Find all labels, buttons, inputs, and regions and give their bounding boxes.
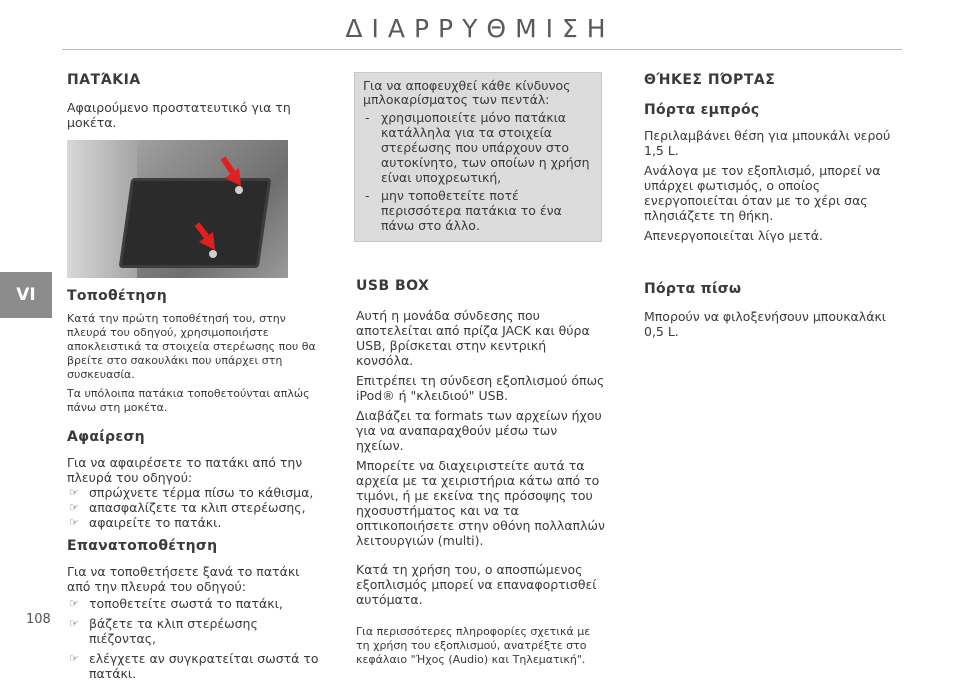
placement-text-1: Κατά την πρώτη τοποθέτησή του, στην πλευρά του οδηγού, χρησιμοποιήστε αποκλειστικά τα στοιχεία στερέωσης που θα βρείτε στο σακουλάκι που υπάρχει στη συσκευασία. (67, 312, 316, 381)
removal-heading: Αφαίρεση (67, 429, 145, 445)
arrow-icon (223, 158, 241, 186)
placement-text-2: Τα υπόλοιπα πατάκια τοποθετούνται απλώς πάνω στη μοκέτα. (67, 387, 310, 414)
list-item: ☞ βάζετε τα κλιπ στερέωσης πιέζοντας, (69, 616, 258, 646)
warning-list (363, 110, 593, 233)
list-item: ☞ ελέγχετε αν συγκρατείται σωστά το πατάκι. (69, 651, 319, 681)
usb-paragraph-6: Για περισσότερες πληροφορίες σχετικά με τη χρήση του εξοπλισμού, ανατρέξτε στο κεφάλαιο "Ήχος (Audio) και Τηλεματική". (356, 625, 591, 666)
placement-heading: Τοποθέτηση (67, 288, 168, 304)
pointing-hand-icon: ☞ (69, 617, 79, 630)
refit-steps (67, 596, 319, 681)
door-bins-heading: ΘΉΚΕΣ ΠΌΡΤΑΣ (644, 72, 776, 88)
red-arrows-icon (67, 140, 288, 278)
page-number: 108 (26, 612, 51, 627)
middle-column (356, 72, 606, 667)
front-door-text-3: Απενεργοποιείται λίγο μετά. (644, 228, 824, 243)
mats-intro: Αφαιρούμενο προστατευτικό για τη μοκέτα. (67, 100, 291, 130)
list-item: ☞ τοποθετείτε σωστά το πατάκι, (69, 596, 283, 611)
list-item: ☞ απασφαλίζετε τα κλιπ στερέωσης, (69, 500, 306, 515)
door-bins-section (644, 72, 896, 339)
refit-heading: Επανατοποθέτηση (67, 538, 218, 554)
usb-heading: USB BOX (356, 278, 430, 294)
pointing-hand-icon: ☞ (69, 486, 79, 499)
front-door-text-1: Περιλαμβάνει θέση για μπουκάλι νερού 1,5 L. (644, 128, 891, 158)
refit-intro: Για να τοποθετήσετε ξανά το πατάκι από την πλευρά του οδηγού: (67, 564, 300, 594)
floor-mat-photo (67, 140, 288, 278)
usb-paragraph-4: Μπορείτε να διαχειριστείτε αυτά τα αρχεία με τα χειριστήρια κάτω από το τιμόνι, ή με εκείνα της πρόσοψης του ηχοσυστήματος και να τα οπτικοποιήσετε στην οθόνη πολλαπλών λειτουργιών (multi). (356, 458, 605, 548)
list-item: - χρησιμοποιείτε μόνο πατάκια κατάλληλα για τα στοιχεία στερέωσης που υπάρχουν στο αυτοκίνητο, των οποίων η χρήση είναι υποχρεωτική, (365, 110, 590, 185)
page-title: ΔΙΑΡΡΥΘΜΙΣΗ (345, 14, 615, 43)
chapter-tab: VI (0, 272, 52, 318)
usb-paragraph-5: Κατά τη χρήση του, ο αποσπώμενος εξοπλισμός μπορεί να επαναφορτισθεί αυτόματα. (356, 562, 597, 607)
warning-intro: Για να αποφευχθεί κάθε κίνδυνος μπλοκαρίσματος των πεντάλ: (363, 78, 571, 107)
pointing-hand-icon: ☞ (69, 597, 79, 610)
front-door-heading: Πόρτα εμπρός (644, 102, 760, 118)
title-divider (62, 49, 902, 50)
usb-paragraph-1: Αυτή η μονάδα σύνδεσης που αποτελείται από πρίζα JACK και θύρα USB, βρίσκεται στην κεντρική κονσόλα. (356, 308, 590, 368)
mats-section (67, 72, 319, 681)
removal-steps (67, 485, 319, 530)
pointing-hand-icon: ☞ (69, 652, 79, 665)
front-door-text-2: Ανάλογα με τον εξοπλισμό, μπορεί να υπάρχει φωτισμός, ο οποίος ενεργοποιείται όταν με το χέρι σας πλησιάζετε τη θήκη. (644, 163, 881, 223)
removal-intro: Για να αφαιρέσετε το πατάκι από την πλευρά του οδηγού: (67, 455, 303, 485)
usb-paragraph-3: Διαβάζει τα formats των αρχείων ήχου για να αναπαραχθούν μέσω των ηχείων. (356, 408, 602, 453)
usb-paragraph-2: Επιτρέπει τη σύνδεση εξοπλισμού όπως iPod® ή "κλειδιού" USB. (356, 373, 605, 403)
mats-heading: ΠΑΤΆΚΙΑ (67, 72, 141, 88)
list-item: ☞ σπρώχνετε τέρμα πίσω το κάθισμα, (69, 485, 314, 500)
rear-door-heading: Πόρτα πίσω (644, 281, 742, 297)
pointing-hand-icon: ☞ (69, 516, 79, 529)
rear-door-text-1: Μπορούν να φιλοξενήσουν μπουκαλάκι 0,5 L. (644, 309, 887, 339)
list-item: ☞ αφαιρείτε το πατάκι. (69, 515, 222, 530)
warning-box (354, 72, 602, 242)
arrow-icon (197, 224, 215, 250)
pointing-hand-icon: ☞ (69, 501, 79, 514)
list-item: - μην τοποθετείτε ποτέ περισσότερα πατάκια το ένα πάνω στο άλλο. (365, 188, 562, 233)
